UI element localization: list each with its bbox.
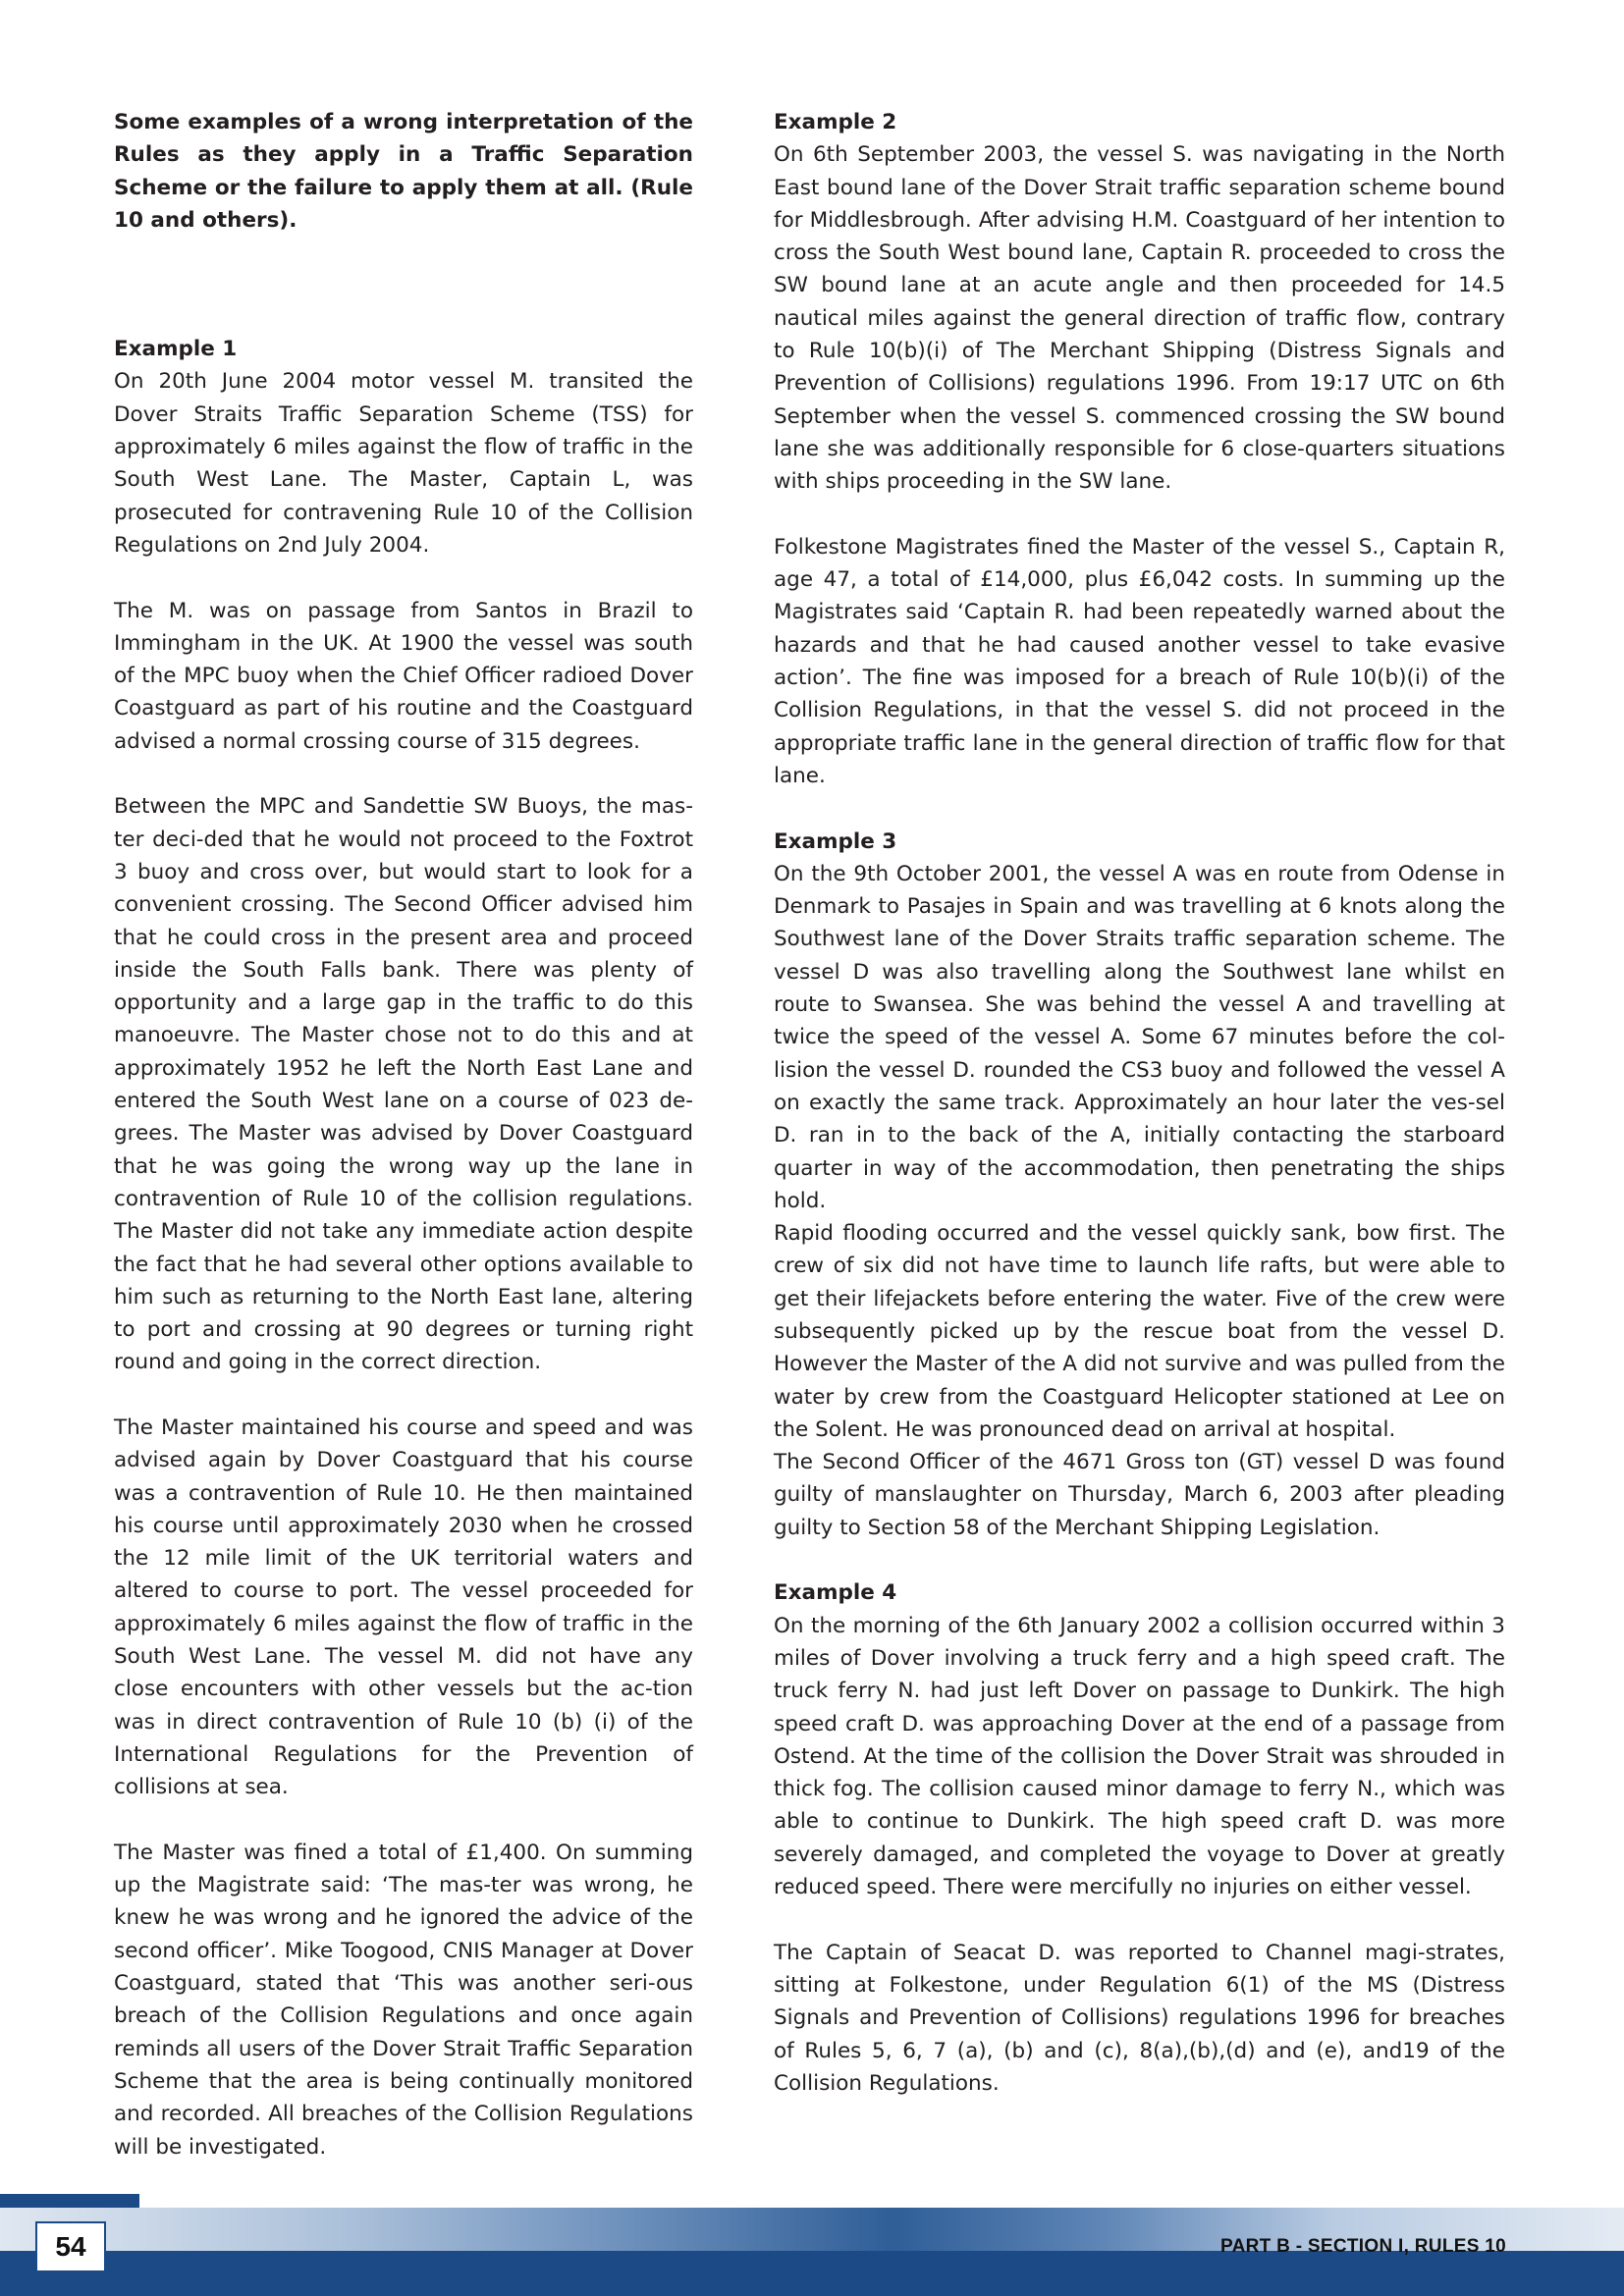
example-4-heading: Example 4	[774, 1580, 897, 1606]
example-1-paragraph-1: On 20th June 2004 motor vessel M. transited the Dover Straits Traffic Separation Scheme (TSS) for approximately 6 miles against the flow of traffic in the South West Lane. The Master, Captain L, was prosecuted for contravening Rule 10 of the Collision Regulations on 2nd July 2004.	[114, 369, 693, 558]
footer-section-title: PART B - SECTION I, RULES 10	[1220, 2236, 1506, 2257]
example-1-paragraph-5: The Master was fined a total of £1,400. On summing up the Magistrate said: ‘The mas-ter was wrong, he knew he was wrong and he ignored the advice of the second officer’. Mike Toogood, CNIS Manager at Dover Coastguard, stated that ‘This was another seri-ous breach of the Collision Regulations and once again reminds all users of the Dover Strait Traffic Separation Scheme that the area is being continually monitored and recorded. All breaches of the Collision Regulations will be investigated.	[114, 1840, 693, 2160]
example-1-heading: Example 1	[114, 337, 238, 362]
example-2-paragraph-2: Folkestone Magistrates fined the Master of the vessel S., Captain R, age 47, a total of £14,000, plus £6,042 costs. In summing up the Magistrates said ‘Captain R. had been repeatedly warned about the hazards and that he had caused another vessel to take evasive action’. The fine was imposed for a breach of Rule 10(b)(i) of the Collision Regulations, in that the vessel S. did not proceed in the appropriate traffic lane in the general direction of traffic flow for that lane.	[774, 534, 1505, 788]
example-3-heading: Example 3	[774, 828, 897, 854]
example-1-paragraph-2: The M. was on passage from Santos in Brazil to Immingham in the UK. At 1900 the vessel was south of the MPC buoy when the Chief Officer radioed Dover Coastguard as part of his routine and the Coastguard advised a normal crossing course of 315 degrees.	[114, 598, 693, 754]
left-column	[114, 106, 693, 2163]
example-2-heading: Example 2	[774, 110, 897, 134]
right-column	[774, 106, 1505, 2100]
footer-tab	[0, 2194, 139, 2208]
example-1-paragraph-4: The Master maintained his course and speed and was advised again by Dover Coastguard that his course was a contravention of Rule 10. He then maintained his course until approximately 2030 when he crossed the 12 mile limit of the UK territorial waters and altered to course to port. The vessel proceeded for approximately 6 miles against the flow of traffic in the South West Lane. The vessel M. did not have any close encounters with other vessels but the ac-tion was in direct contravention of Rule 10 (b) (i) of the International Regulations for the Prevention of collisions at sea.	[114, 1415, 693, 1800]
example-4-paragraph-1: On the morning of the 6th January 2002 a collision occurred within 3 miles of Dover involving a truck ferry and a high speed craft. The truck ferry N. had just left Dover on passage to Dunkirk. The high speed craft D. was approaching Dover at the end of a passage from Ostend. At the time of the collision the Dover Strait was shrouded in thick fog. The collision caused minor damage to ferry N., which was able to continue to Dunkirk. The high speed craft D. was more severely damaged, and completed the voyage to Dover at greatly reduced speed. There were mercifully no injuries on either vessel.	[774, 1613, 1505, 1900]
example-3-paragraph-2: Rapid flooding occurred and the vessel quickly sank, bow first. The crew of six did not have time to launch life rafts, but were able to get their lifejackets before entering the water. Five of the crew were subsequently picked up by the rescue boat from the vessel D. However the Master of the A did not survive and was pulled from the water by crew from the Coastguard Helicopter stationed at Lee on the Solent. He was pronounced dead on arrival at hospital.	[774, 1221, 1505, 1442]
example-4-paragraph-2: The Captain of Seacat D. was reported to Channel magi-strates, sitting at Folkestone, under Regulation 6(1) of the MS (Distress Signals and Prevention of Collisions) regulations 1996 for breaches of Rules 5, 6, 7 (a), (b) and (c), 8(a),(b),(d) and (e), and19 of the Collision Regulations.	[774, 1940, 1505, 2096]
lead-heading: Some examples of a wrong interpretation of the Rules as they apply in a Traffic Separation Scheme or the failure to apply them at all. (Rule 10 and others).	[114, 110, 693, 233]
example-2-paragraph-1: On 6th September 2003, the vessel S. was navigating in the North East bound lane of the Dover Strait traffic separation scheme bound for Middlesbrough. After advising H.M. Coastguard of her intention to cross the South West bound lane, Captain R. proceeded to cross the SW bound lane at an acute angle and then proceeded for 14.5 nautical miles against the general direction of traffic flow, contrary to Rule 10(b)(i) of The Merchant Shipping (Distress Signals and Prevention of Collisions) regulations 1996. From 19:17 UTC on 6th September when the vessel S. commenced crossing the SW bound lane she was additionally responsible for 6 close-quarters situations with ships proceeding in the SW lane.	[774, 142, 1505, 495]
example-1-paragraph-3: Between the MPC and Sandettie SW Buoys, the mas-ter deci-ded that he would not proceed to the Foxtrot 3 buoy and cross over, but would start to look for a convenient crossing. The Second Officer advised him that he could cross in the present area and proceed inside the South Falls bank. There was plenty of opportunity and a large gap in the traffic to do this manoeuvre. The Master chose not to do this and at approximately 1952 he left the North East Lane and entered the South West lane on a course of 023 de-grees. The Master was advised by Dover Coastguard that he was going the wrong way up the lane in contravention of Rule 10 of the collision regulations. The Master did not take any immediate action despite the fact that he had several other options available to him such as returning to the North East lane, altering to port and crossing at 90 degrees or turning right round and going in the correct direction.	[114, 794, 693, 1375]
page-number: 54	[35, 2221, 106, 2272]
example-3-paragraph-1: On the 9th October 2001, the vessel A was en route from Odense in Denmark to Pasajes in Spain and was travelling at 6 knots along the Southwest lane of the Dover Straits traffic separation scheme. The vessel D was also travelling along the Southwest lane whilst en route to Swansea. She was behind the vessel A and travelling at twice the speed of the vessel A. Some 67 minutes before the col-lision the vessel D. rounded the CS3 buoy and followed the vessel A on exactly the same track. Approximately an hour later the ves-sel D. ran in to the back of the A, initially contacting the starboard quarter in way of the accommodation, then penetrating the ships hold.	[774, 861, 1505, 1213]
example-3-paragraph-3: The Second Officer of the 4671 Gross ton (GT) vessel D was found guilty of manslaughter on Thursday, March 6, 2003 after pleading guilty to Section 58 of the Merchant Shipping Legislation.	[774, 1450, 1505, 1540]
